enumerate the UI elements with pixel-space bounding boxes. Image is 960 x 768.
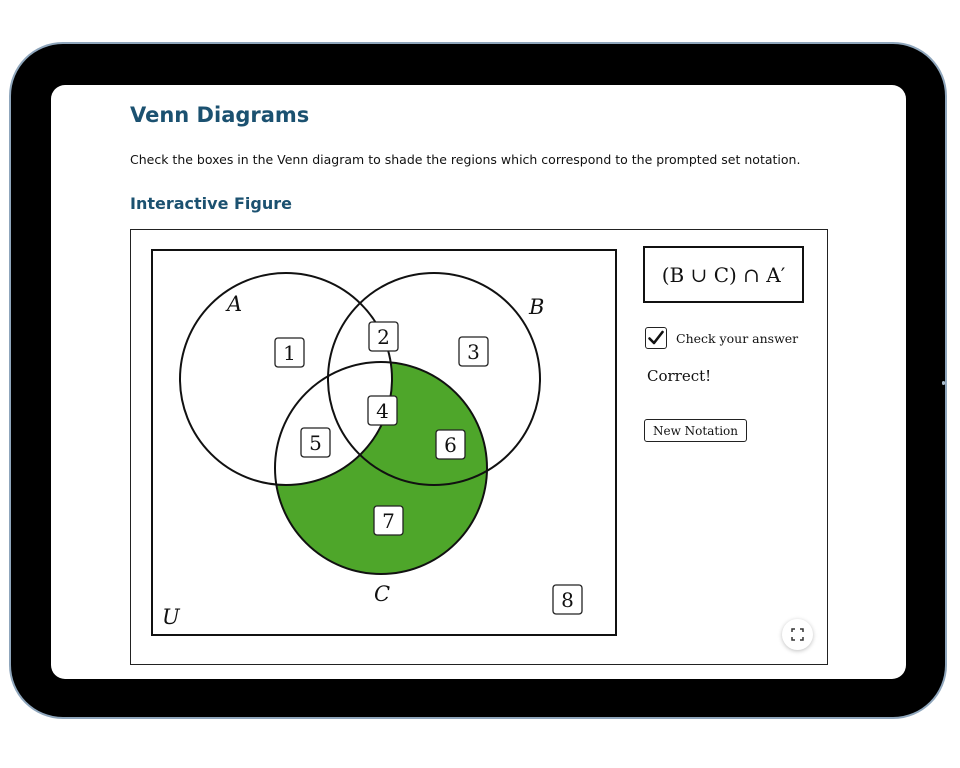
screen — [51, 85, 906, 679]
check-answer-label: Check your answer — [676, 330, 799, 346]
set-label-u: U — [162, 605, 180, 629]
checkmark-icon — [647, 329, 665, 347]
fullscreen-icon — [791, 628, 804, 641]
set-label-c: C — [374, 582, 391, 606]
region-box-6[interactable] — [436, 430, 465, 459]
region-label-1: 1 — [283, 341, 296, 365]
region-box-2[interactable] — [369, 322, 398, 351]
check-answer-checkbox[interactable] — [645, 327, 667, 349]
result-message: Correct! — [647, 367, 712, 385]
region-box-7[interactable] — [374, 506, 403, 535]
region-label-7: 7 — [382, 509, 395, 533]
section-title: Interactive Figure — [130, 194, 292, 213]
region-label-3: 3 — [467, 340, 480, 364]
region-box-1[interactable] — [275, 338, 304, 367]
instructions-text: Check the boxes in the Venn diagram to shade the regions which correspond to the prompted set notation. — [130, 152, 801, 167]
region-box-4[interactable] — [368, 396, 397, 425]
side-sensor — [942, 381, 945, 385]
set-label-b: B — [529, 295, 545, 319]
check-answer-toggle[interactable] — [645, 327, 798, 349]
fullscreen-button[interactable] — [782, 619, 813, 650]
region-label-2: 2 — [377, 325, 390, 349]
region-label-8: 8 — [561, 588, 574, 612]
set-notation-prompt: (B ∪ C) ∩ A′ — [643, 246, 804, 303]
region-box-3[interactable] — [459, 337, 488, 366]
new-notation-button[interactable]: New Notation — [644, 419, 747, 442]
region-label-5: 5 — [309, 431, 322, 455]
page-title: Venn Diagrams — [130, 103, 310, 127]
region-label-4: 4 — [376, 399, 389, 423]
region-box-5[interactable] — [301, 428, 330, 457]
region-label-6: 6 — [444, 433, 457, 457]
region-box-8[interactable] — [553, 585, 582, 614]
set-label-a: A — [227, 292, 243, 316]
interactive-figure — [130, 229, 828, 665]
